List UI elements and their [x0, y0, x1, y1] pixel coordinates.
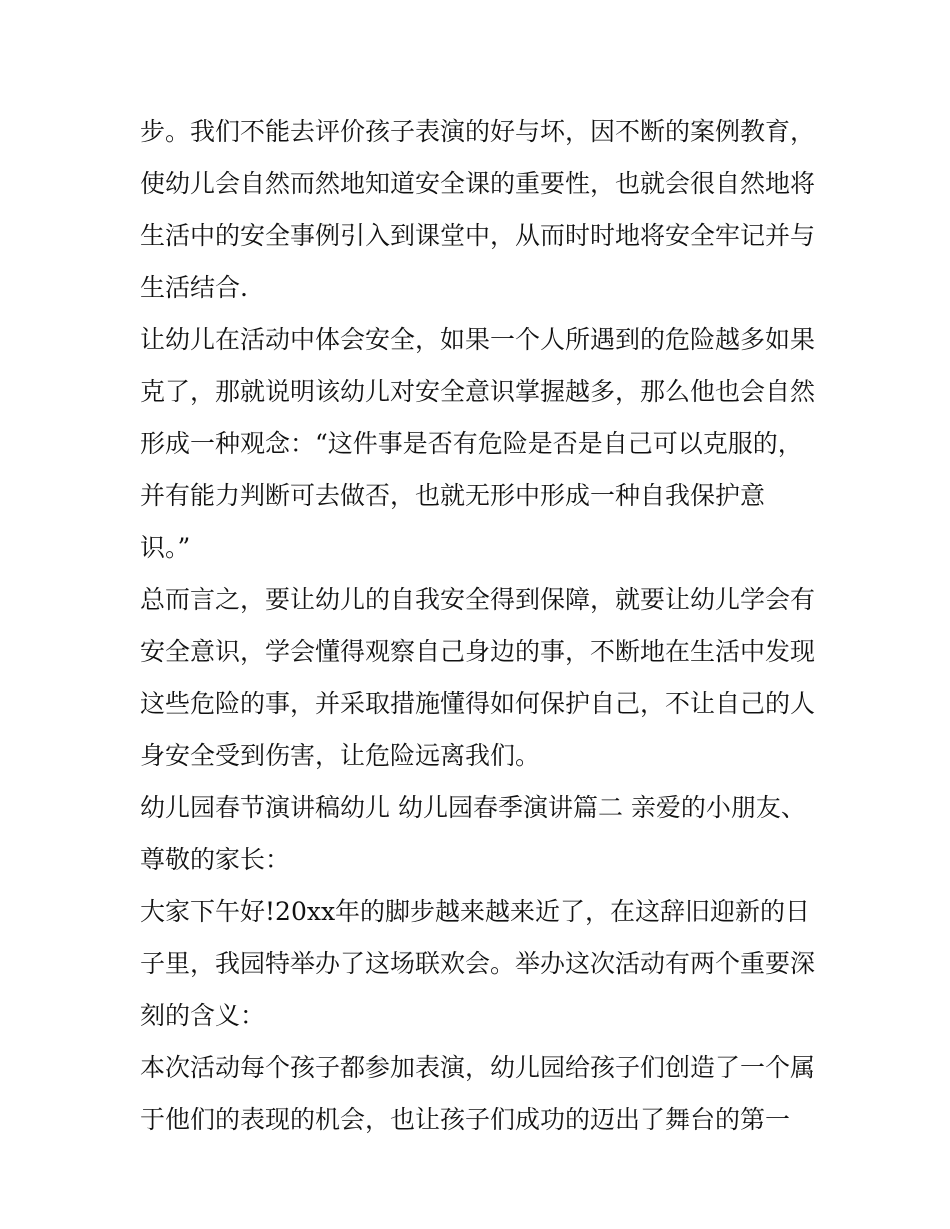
text-line: 识。”	[140, 533, 191, 562]
text-line: 形成一种观念：“这件事是否有危险是否是自己可以克服的，	[140, 429, 803, 458]
text-line: 生活结合.	[140, 273, 248, 302]
text-line: 尊敬的家长：	[140, 845, 291, 874]
body-text	[140, 106, 820, 1146]
text-line: 大家下午好!20xx年的脚步越来越来近了，在这辞旧迎新的日	[140, 897, 811, 926]
text-line: 于他们的表现的机会，也让孩子们成功的迈出了舞台的第一	[140, 1105, 791, 1134]
text-line: 总而言之，要让幼儿的自我安全得到保障，就要让幼儿学会有	[140, 585, 816, 614]
text-line: 子里，我园特举办了这场联欢会。举办这次活动有两个重要深	[140, 949, 816, 978]
text-line: 使幼儿会自然而然地知道安全课的重要性，也就会很自然地将	[140, 169, 816, 198]
text-line: 本次活动每个孩子都参加表演，幼儿园给孩子们创造了一个属	[140, 1053, 816, 1082]
text-line: 刻的含义：	[140, 1001, 266, 1030]
text-line: 安全意识，学会懂得观察自己身边的事，不断地在生活中发现	[140, 637, 816, 666]
text-line: 让幼儿在活动中体会安全，如果一个人所遇到的危险越多如果	[140, 325, 816, 354]
text-line: 身安全受到伤害，让危险远离我们。	[140, 741, 541, 770]
text-line: 克了，那就说明该幼儿对安全意识掌握越多，那么他也会自然	[140, 377, 816, 406]
text-line: 幼儿园春节演讲稿幼儿 幼儿园春季演讲篇二 亲爱的小朋友、	[140, 793, 806, 822]
text-line: 生活中的安全事例引入到课堂中，从而时时地将安全牢记并与	[140, 221, 816, 250]
text-line: 这些危险的事，并采取措施懂得如何保护自己，不让自己的人	[140, 689, 816, 718]
text-line: 步。我们不能去评价孩子表演的好与坏，因不断的案例教育，	[140, 117, 816, 146]
text-line: 并有能力判断可去做否，也就无形中形成一种自我保护意	[140, 481, 766, 510]
